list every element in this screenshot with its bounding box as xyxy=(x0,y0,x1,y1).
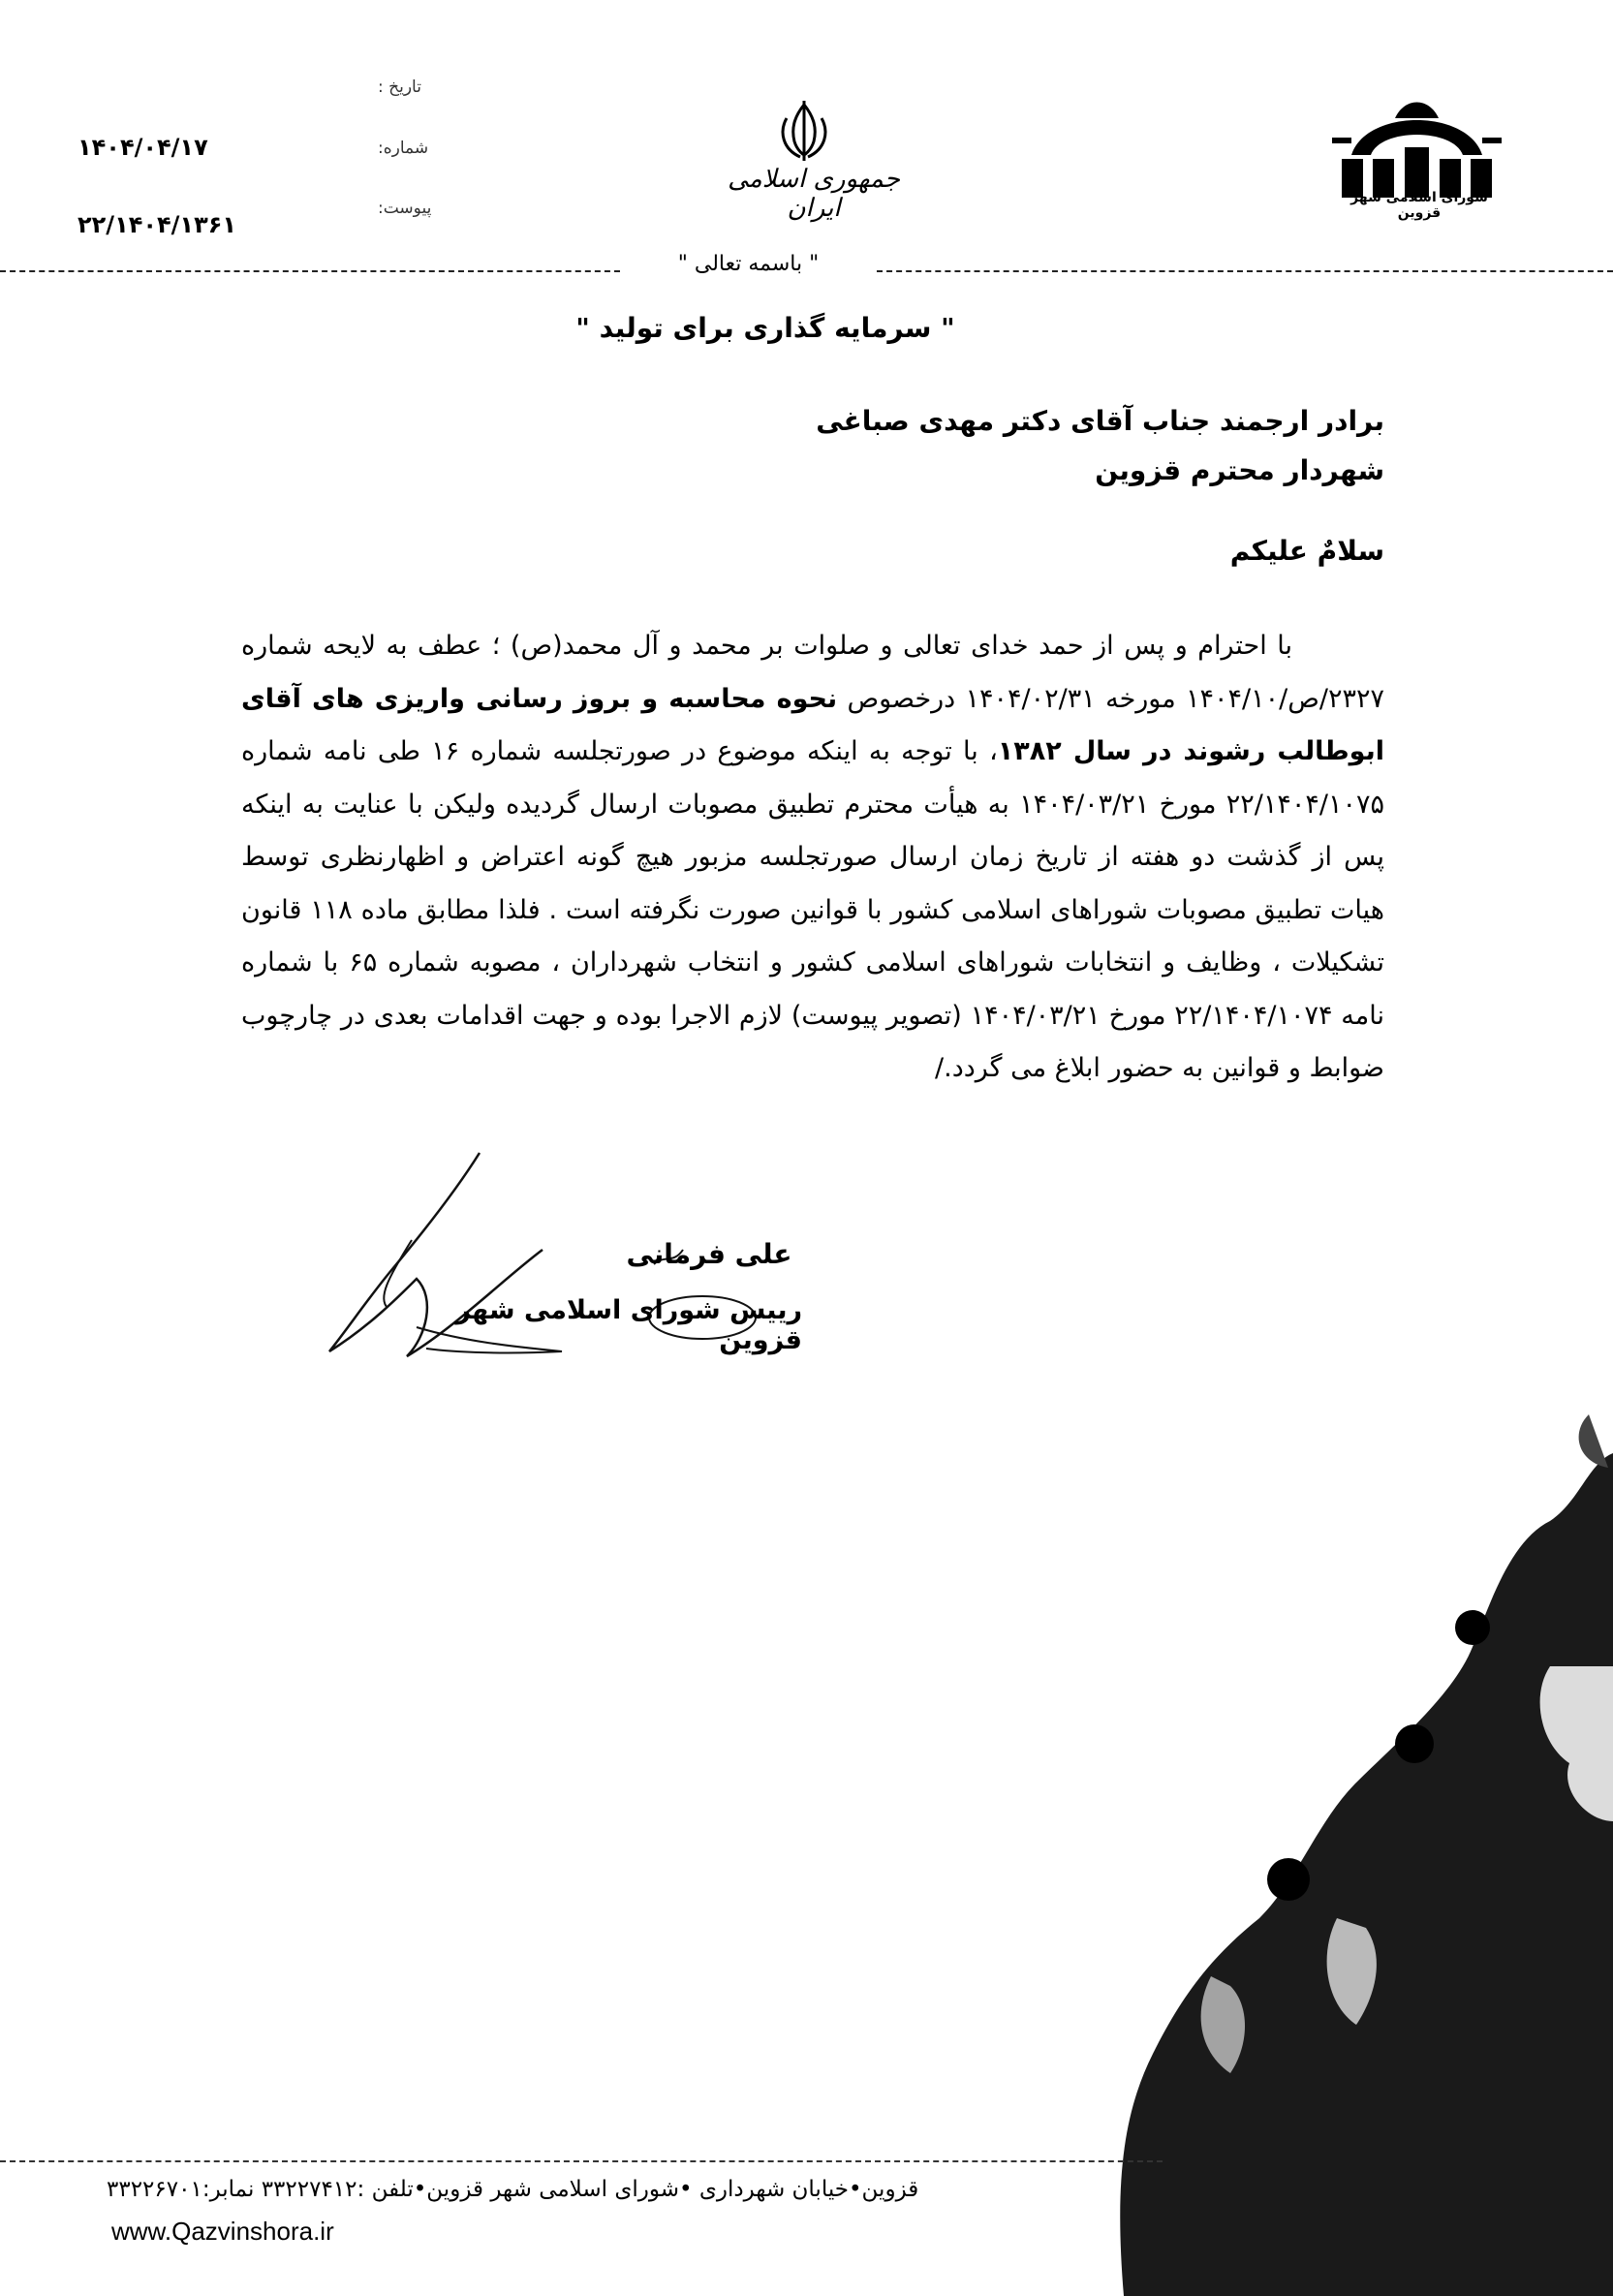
number-label: شماره: xyxy=(378,139,429,158)
attachment-label: پیوست: xyxy=(378,199,432,218)
date-label: تاریخ : xyxy=(378,78,421,97)
footer-separator xyxy=(0,2160,1163,2162)
recipient-title: شهردار محترم قزوین xyxy=(1095,454,1384,486)
decorative-crowd-image xyxy=(969,1376,1613,2296)
iran-emblem-icon xyxy=(775,97,833,165)
date-value: ۱۴۰۴/۰۴/۱۷ xyxy=(78,134,208,161)
body-text-part2: ، با توجه به اینکه موضوع در صورتجلسه شماره ۱۶ طی نامه شماره ۲۲/۱۴۰۴/۱۰۷۵ مورخ ۱۴۰۴/۰۳/۲۱ به هیأت محترم تطبیق مصوبات ارسال گردیده ولیکن با عنایت به اینکه پس از گذشت دو هفته از تاریخ زمان ارسال صورتجلسه مزبور هیچ گونه اعتراض و اظهارنظری توسط هیات تطبیق مصوبات شوراهای اسلامی کشور با قوانین صورت نگرفته است . فلذا مطابق ماده ۱۱۸ قانون تشکیلات ، وظایف و انتخابات شوراهای اسلامی کشور و انتخاب شهرداران ، مصوبه شماره ۶۵ با شماره نامه ۲۲/۱۴۰۴/۱۰۷۴ مورخ ۱۴۰۴/۰۳/۲۱ (تصویر پیوست) لازم الاجرا بوده و جهت اقدامات بعدی در چارچوب ضوابط و قوانین به حضور ابلاغ می گردد./ xyxy=(241,736,1385,1083)
greeting: سلامٌ علیکم xyxy=(1229,535,1384,567)
logo-caption: شورای اسلامی شهر قزوین xyxy=(1350,190,1488,221)
basmala: " باسمه تعالی " xyxy=(677,252,820,276)
slogan: " سرمایه گذاری برای تولید " xyxy=(575,312,955,344)
recipient-name: برادر ارجمند جناب آقای دکتر مهدی صباغی xyxy=(816,405,1384,437)
signer-title: رییس شورای اسلامی شهر قزوین xyxy=(455,1295,802,1355)
signer-name: علی فرمانی xyxy=(626,1238,792,1270)
number-value: ۲۲/۱۴۰۴/۱۳۶۱ xyxy=(78,211,237,238)
body-text-bold: نحوه محاسبه و بروز رسانی واریزی های آقای ابوطالب رشوند در سال ۱۳۸۲ xyxy=(241,683,1384,766)
separator-line xyxy=(0,270,620,272)
footer-website[interactable]: www.Qazvinshora.ir xyxy=(111,2217,334,2246)
letter-body xyxy=(241,620,1384,1096)
separator-line xyxy=(877,270,1613,272)
republic-name: جمهوری اسلامی ایران xyxy=(728,165,900,223)
footer-address: قزوین•خیابان شهرداری •شورای اسلامی شهر قزوین•تلفن :۳۳۲۲۷۴۱۲ نمابر:۳۳۲۲۶۷۰۱ xyxy=(107,2177,919,2202)
body-text-part1: با احترام و پس از حمد خدای تعالی و صلوات بر محمد و آل محمد(ص) ؛ عطف به لایحه شماره ۲۳۲۷/ص/۱۴۰۴/۱۰ مورخه ۱۴۰۴/۰۲/۳۱ درخصوص xyxy=(241,631,1384,714)
